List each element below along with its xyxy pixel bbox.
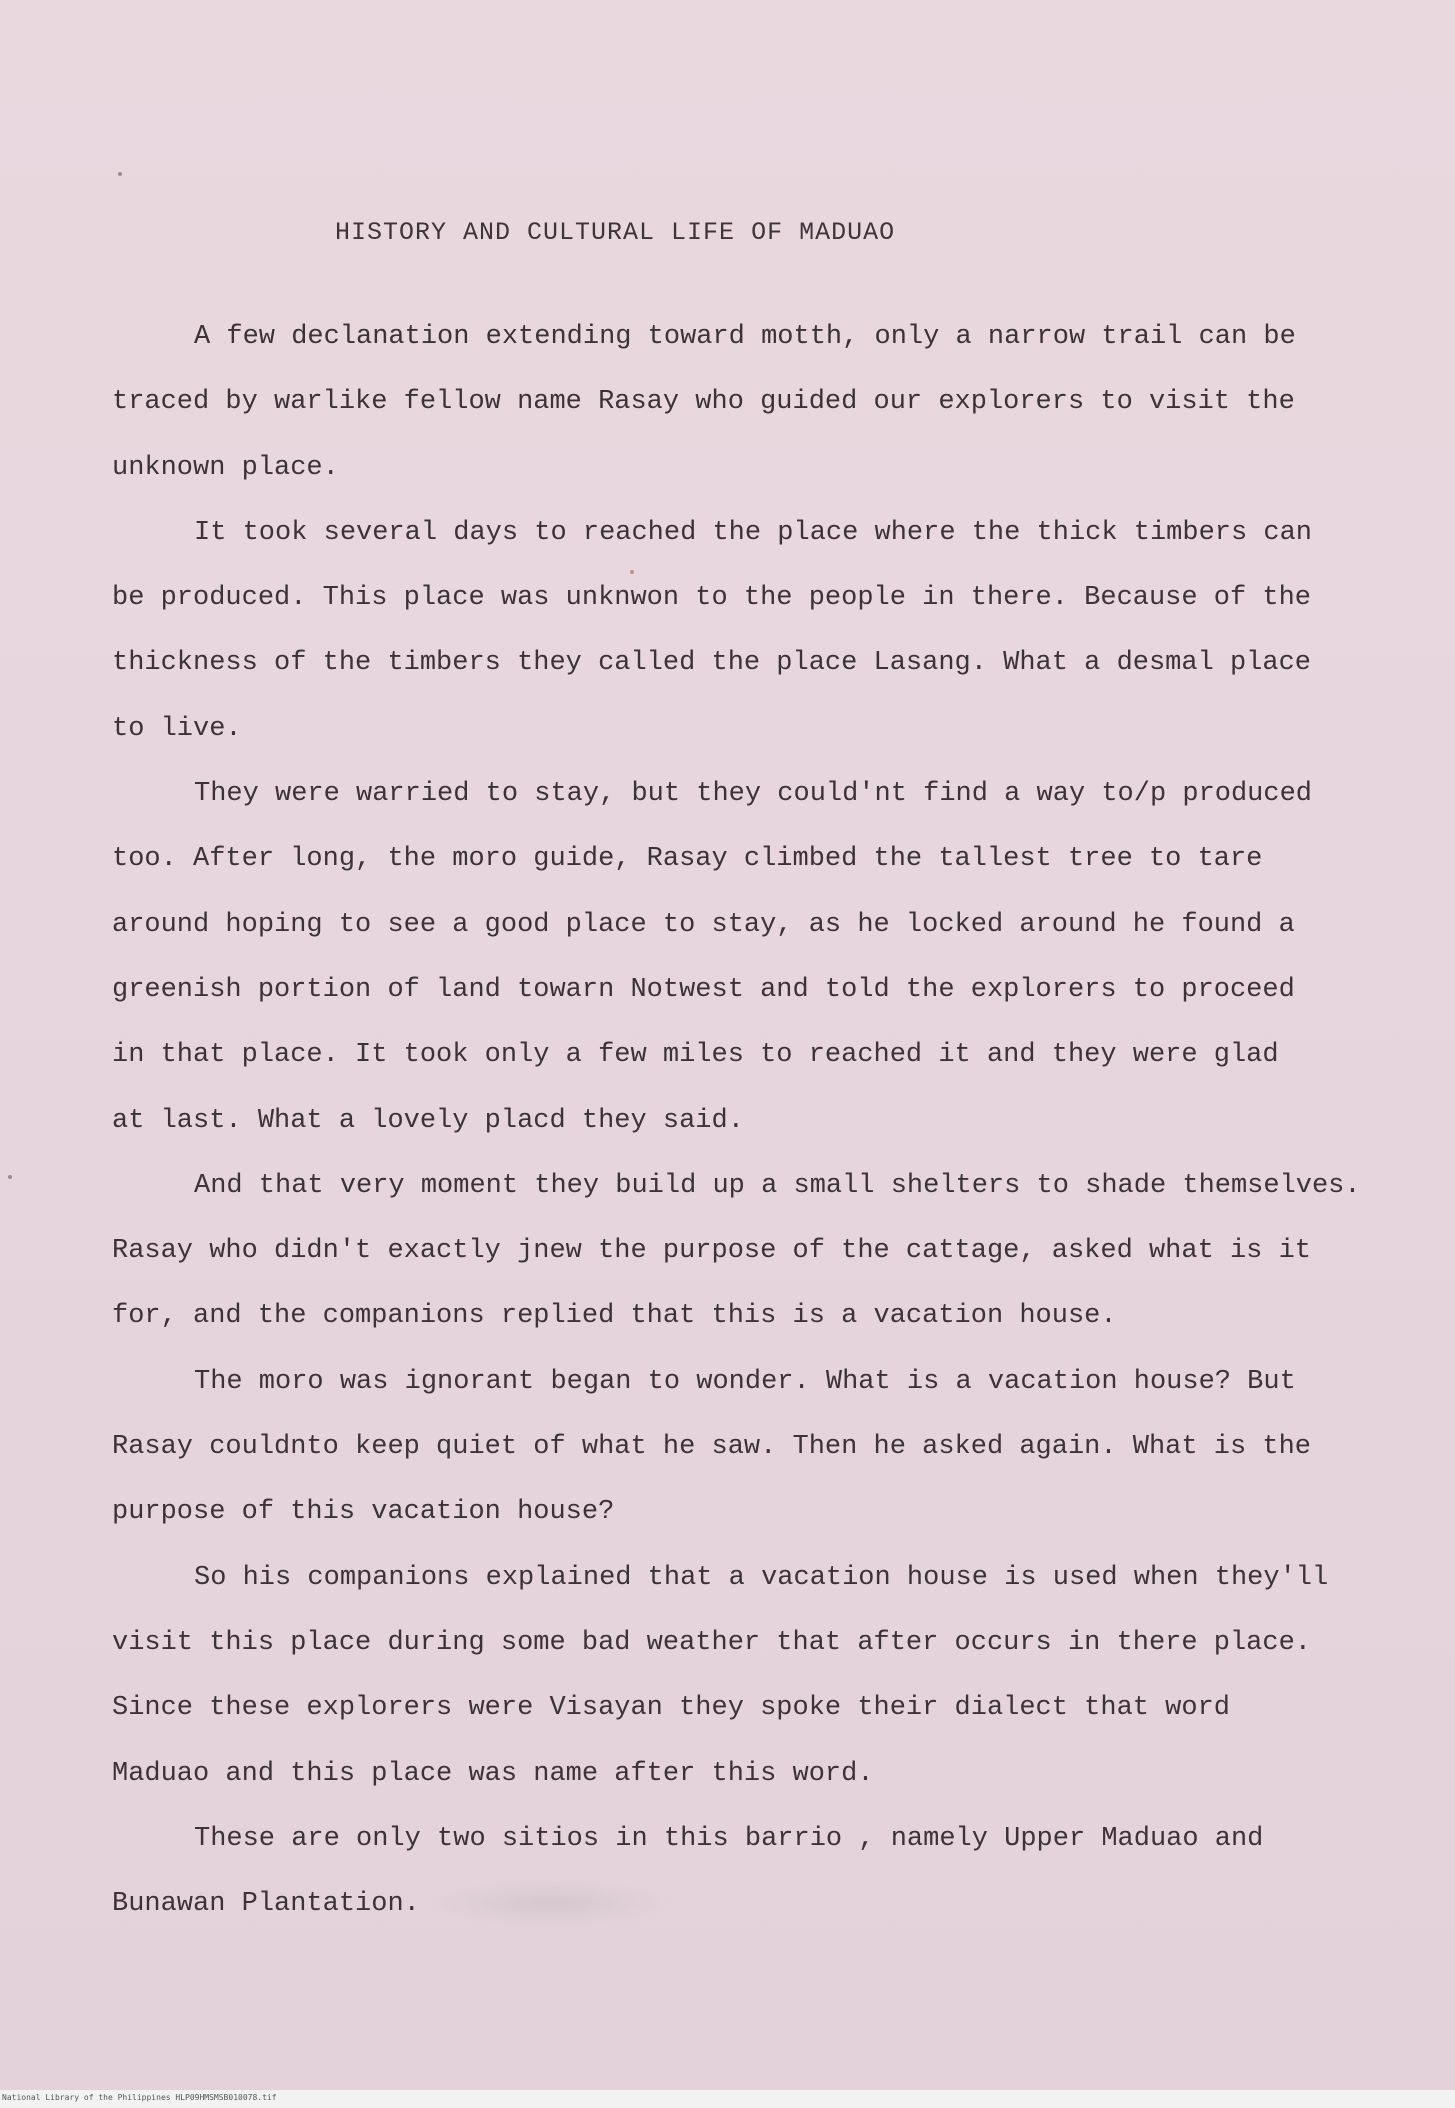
text-line: Rasay couldnto keep quiet of what he saw. Then he asked again. What is the xyxy=(112,1432,1311,1463)
text-line: A few declanation extending toward motth, only a narrow trail can be xyxy=(194,322,1296,352)
paragraph xyxy=(112,1807,1352,1938)
text-line: purpose of this vacation house? xyxy=(112,1497,615,1528)
paragraph xyxy=(112,1350,1352,1546)
text-line: visit this place during some bad weather that after occurs in there place. xyxy=(112,1627,1311,1658)
document-body xyxy=(112,305,1361,1937)
text-line: in that place. It took only a few miles to reached it and they were glad xyxy=(112,1040,1279,1071)
text-line: Bunawan Plantation. xyxy=(112,1889,420,1920)
text-line: And that very moment they build up a small shelters to shade themselves. xyxy=(194,1170,1361,1201)
text-line: Maduao and this place was name after this word. xyxy=(112,1758,874,1789)
paragraph xyxy=(112,1546,1352,1807)
text-line: to live. xyxy=(112,713,242,744)
text-line: greenish portion of land towarn Notwest and told the explorers to proceed xyxy=(112,974,1295,1005)
paragraph xyxy=(112,762,1352,1154)
text-line: unknown place. xyxy=(112,452,339,483)
text-line: These are only two sitios in this barrio , namely Upper Maduao and xyxy=(194,1823,1264,1854)
document-title: HISTORY AND CULTURAL LIFE OF MADUAO xyxy=(335,218,896,247)
text-line: Since these explorers were Visayan they spoke their dialect that word xyxy=(112,1693,1230,1724)
scan-caption: National Library of the Philippines HLP09HMSMSB010078.tif xyxy=(2,2093,277,2102)
text-line: around hoping to see a good place to stay, as he locked around he found a xyxy=(112,909,1295,940)
text-line: at last. What a lovely placd they said. xyxy=(112,1105,744,1136)
paper-speck xyxy=(8,1175,12,1179)
paragraph xyxy=(112,501,1352,762)
text-line: for, and the companions replied that this is a vacation house. xyxy=(112,1301,1117,1332)
text-line: too. After long, the moro guide, Rasay climbed the tallest tree to tare xyxy=(112,844,1263,875)
text-line: So his companions explained that a vacation house is used when they'll xyxy=(194,1562,1329,1593)
ink-smudge xyxy=(425,1878,675,1928)
paragraph xyxy=(112,305,1352,501)
text-line: The moro was ignorant began to wonder. What is a vacation house? But xyxy=(194,1366,1296,1397)
text-line: traced by warlike fellow name Rasay who guided our explorers to visit the xyxy=(112,387,1295,418)
paper-speck xyxy=(118,172,122,176)
text-line: be produced. This place was unknwon to the people in there. Because of the xyxy=(112,583,1311,614)
text-line: It took several days to reached the place where the thick timbers can xyxy=(194,517,1312,548)
text-line: They were warried to stay, but they could'nt find a way to/p produced xyxy=(194,779,1312,810)
text-line: Rasay who didn't exactly jnew the purpose of the cattage, asked what is it xyxy=(112,1236,1311,1267)
paragraph xyxy=(112,1154,1361,1350)
text-line: thickness of the timbers they called the place Lasang. What a desmal place xyxy=(112,648,1311,679)
paper-speck xyxy=(630,570,634,574)
